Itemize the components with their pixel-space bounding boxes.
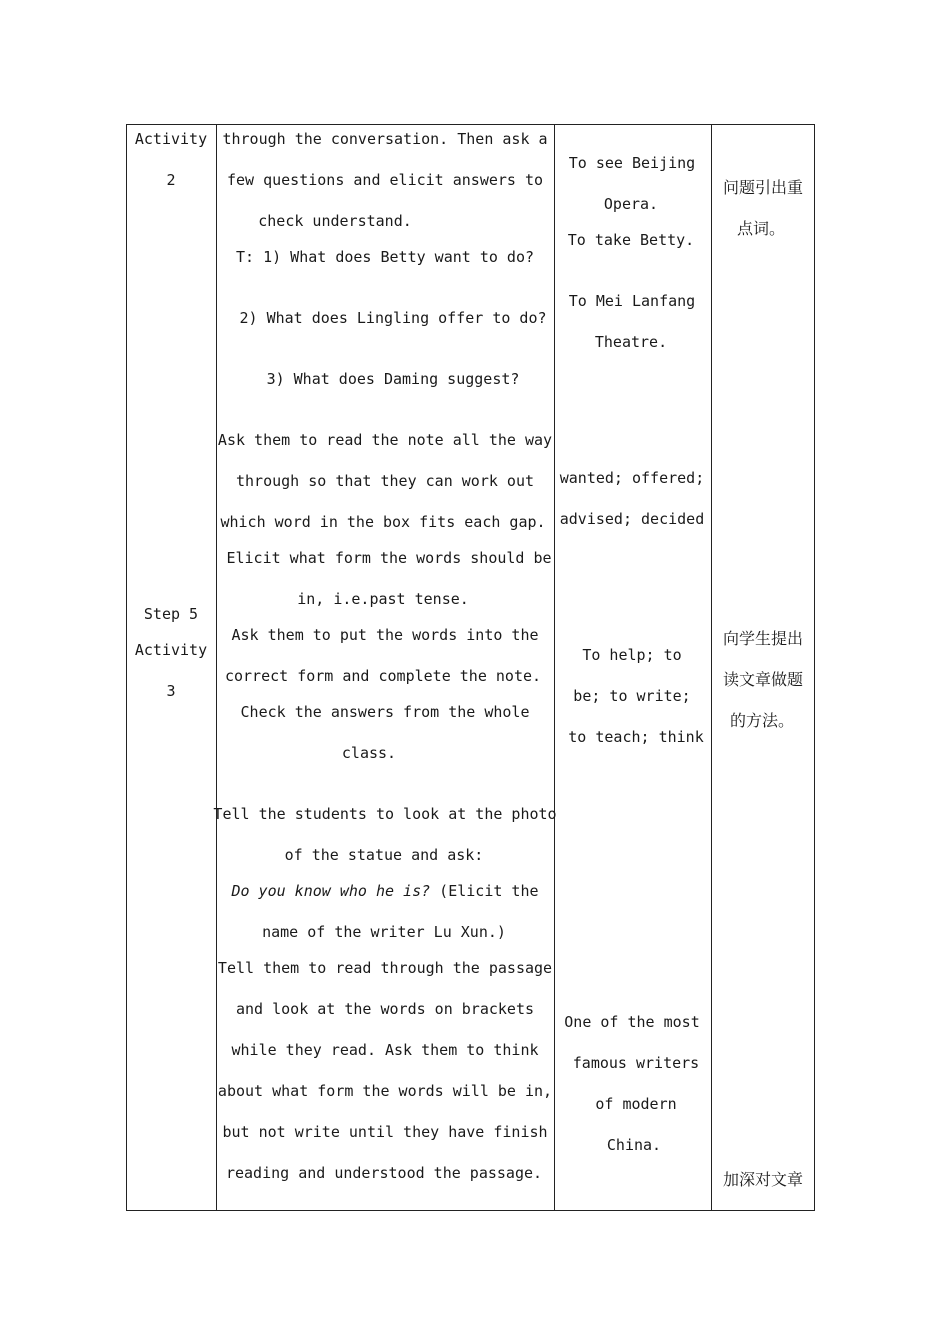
activity-text: in, i.e.past tense. [297, 590, 469, 608]
activity-text: Check the answers from the whole [240, 703, 530, 721]
step-label: Activity [134, 130, 208, 148]
answer-text: to teach; think [568, 728, 704, 746]
activity-text: through so that they can work out [235, 472, 535, 490]
activity-text: Tell them to read through the passage [217, 959, 553, 977]
answer-text: To see Beijing [568, 154, 696, 172]
answer-text: China. [606, 1136, 662, 1154]
step-label: 3 [166, 682, 176, 700]
note-text: 点词。 [736, 219, 786, 238]
answer-text: To Mei Lanfang [568, 292, 696, 310]
activity-text: while they read. Ask them to think [231, 1041, 539, 1059]
activity-text: name of the writer Lu Xun.) [262, 923, 506, 941]
question-text: 2) What does Lingling offer to do? [239, 309, 547, 327]
activity-text [231, 882, 538, 900]
activity-text: about what form the words will be in, [217, 1082, 553, 1100]
answer-text: One of the most [564, 1013, 700, 1031]
step-label: Activity [134, 641, 208, 659]
answer-text: of modern [595, 1095, 677, 1113]
step-label: Step 5 [143, 605, 199, 623]
answer-text: be; to write; [573, 687, 691, 705]
answer-text: To take Betty. [567, 231, 695, 249]
activity-text: through the conversation. Then ask a [222, 130, 548, 148]
activity-text-rest: (Elicit the [430, 882, 539, 900]
activity-text: class. [341, 744, 397, 762]
activity-text: check understand. [258, 212, 412, 230]
activity-text: of the statue and ask: [284, 846, 484, 864]
activity-text: correct form and complete the note. [224, 667, 542, 685]
activity-text: few questions and elicit answers to [226, 171, 544, 189]
answer-text: famous writers [572, 1054, 700, 1072]
activity-text: but not write until they have finish [222, 1123, 548, 1141]
note-text: 问题引出重 [722, 178, 804, 197]
answer-text: Theatre. [594, 333, 668, 351]
activity-text: Ask them to read the note all the way [217, 431, 553, 449]
question-text: T: 1) What does Betty want to do? [235, 248, 535, 266]
answer-text: wanted; offered; [559, 469, 705, 487]
activity-text: which word in the box fits each gap. [220, 513, 546, 531]
question-text: 3) What does Daming suggest? [266, 370, 520, 388]
column-divider [554, 125, 555, 1210]
answer-text: To help; to [582, 646, 682, 664]
answer-text: advised; decided [559, 510, 705, 528]
step-label: 2 [166, 171, 176, 189]
activity-text: Tell the students to look at the photo [213, 805, 557, 823]
question-italic: Do you know who he is? [231, 882, 431, 900]
note-text: 的方法。 [729, 711, 795, 730]
column-divider [216, 125, 217, 1210]
answer-text: Opera. [603, 195, 659, 213]
activity-text: reading and understood the passage. [225, 1164, 543, 1182]
note-text: 加深对文章 [722, 1170, 804, 1189]
activity-text: Ask them to put the words into the [231, 626, 539, 644]
activity-text: Elicit what form the words should be [226, 549, 552, 567]
note-text: 读文章做题 [722, 670, 804, 689]
column-divider [711, 125, 712, 1210]
activity-text: and look at the words on brackets [235, 1000, 535, 1018]
note-text: 向学生提出 [722, 629, 804, 648]
